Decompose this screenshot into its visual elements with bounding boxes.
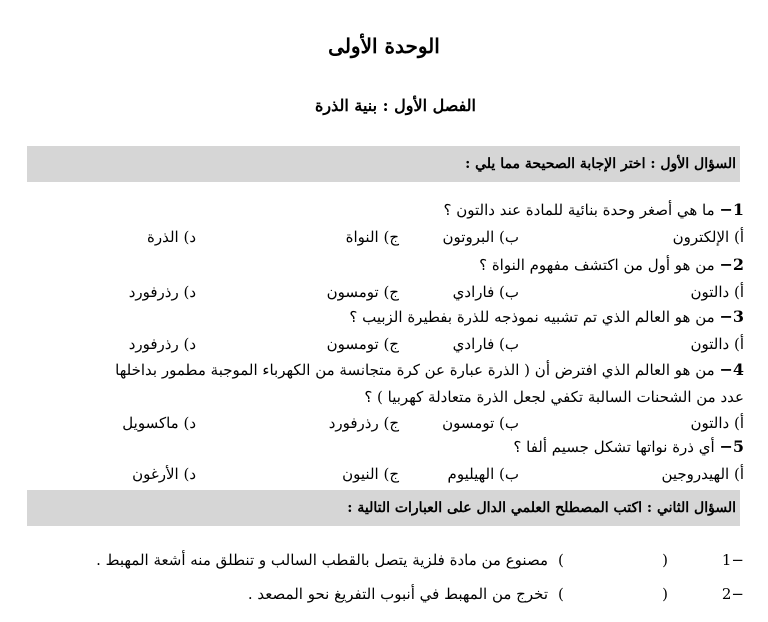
- question-text: من هو العالم الذي افترض أن ( الذرة عبارة عن كرة متجانسة من الكهرباء الموجبة مطمور بداخلها: [115, 361, 715, 379]
- option-d[interactable]: د) رذرفورد: [128, 283, 196, 301]
- question-text: من هو أول من اكتشف مفهوم النواة ؟: [479, 256, 715, 274]
- option-b[interactable]: ب) فارادي: [452, 335, 519, 353]
- question-text-continued: عدد من الشحنات السالبة تكفي لجعل الذرة متعادلة كهربيا ) ؟: [364, 388, 744, 406]
- option-a[interactable]: أ) دالتون: [690, 335, 744, 353]
- question-4-continued: [24, 388, 744, 406]
- question-1: [24, 200, 744, 219]
- question-text: أي ذرة نواتها تشكل جسيم ألفا ؟: [513, 438, 715, 456]
- option-c[interactable]: ج) النواة: [345, 228, 399, 246]
- question-4: [24, 360, 744, 379]
- question-1-options: [0, 228, 744, 250]
- option-b[interactable]: ب) فارادي: [452, 283, 519, 301]
- option-c[interactable]: ج) تومسون: [326, 283, 399, 301]
- option-c[interactable]: ج) رذرفورد: [328, 414, 399, 432]
- open-paren: (: [662, 551, 668, 569]
- item-number: −2: [721, 585, 744, 603]
- option-a[interactable]: أ) دالتون: [690, 414, 744, 432]
- item-number: −1: [721, 551, 744, 569]
- close-paren: ): [558, 551, 564, 569]
- item-text: مصنوع من مادة فلزية يتصل بالقطب السالب و تنطلق منه أشعة المهبط .: [96, 551, 548, 569]
- option-a[interactable]: أ) دالتون: [690, 283, 744, 301]
- open-paren: (: [662, 585, 668, 603]
- section-2-header: السؤال الثاني : اكتب المصطلح العلمي الدال على العبارات التالية :: [27, 490, 740, 526]
- option-a[interactable]: أ) الإلكترون: [672, 228, 744, 246]
- term-item-2: [20, 585, 744, 607]
- question-2-options: [0, 283, 744, 305]
- item-text: تخرج من المهبط في أنبوب التفريغ نحو المصعد .: [247, 585, 548, 603]
- section-1-header: السؤال الأول : اختر الإجابة الصحيحة مما يلي :: [27, 146, 740, 182]
- option-b[interactable]: ب) تومسون: [442, 414, 519, 432]
- question-text: من هو العالم الذي تم تشبيه نموذجه للذرة بفطيرة الزبيب ؟: [349, 308, 715, 326]
- question-3-options: [0, 335, 744, 357]
- option-c[interactable]: ج) تومسون: [326, 335, 399, 353]
- option-d[interactable]: د) رذرفورد: [128, 335, 196, 353]
- option-a[interactable]: أ) الهيدروجين: [661, 465, 744, 483]
- question-number: 1−: [719, 200, 744, 219]
- question-4-options: [0, 414, 744, 436]
- option-d[interactable]: د) الذرة: [146, 228, 196, 246]
- question-number: 5−: [719, 437, 744, 456]
- option-c[interactable]: ج) النيون: [342, 465, 399, 483]
- option-d[interactable]: د) ماكسويل: [122, 414, 196, 432]
- question-2: [24, 255, 744, 274]
- question-5: [24, 437, 744, 456]
- question-3: [24, 307, 744, 326]
- close-paren: ): [558, 585, 564, 603]
- question-number: 3−: [719, 307, 744, 326]
- option-b[interactable]: ب) البروتون: [442, 228, 519, 246]
- question-text: ما هي أصغر وحدة بنائية للمادة عند دالتون ؟: [443, 201, 715, 219]
- term-item-1: [20, 551, 744, 573]
- option-d[interactable]: د) الأرغون: [132, 465, 196, 483]
- unit-title: الوحدة الأولى: [328, 34, 440, 58]
- chapter-title: الفصل الأول : بنية الذرة: [314, 96, 476, 115]
- option-b[interactable]: ب) الهيليوم: [447, 465, 519, 483]
- question-number: 2−: [719, 255, 744, 274]
- question-number: 4−: [719, 360, 744, 379]
- question-5-options: [0, 465, 744, 487]
